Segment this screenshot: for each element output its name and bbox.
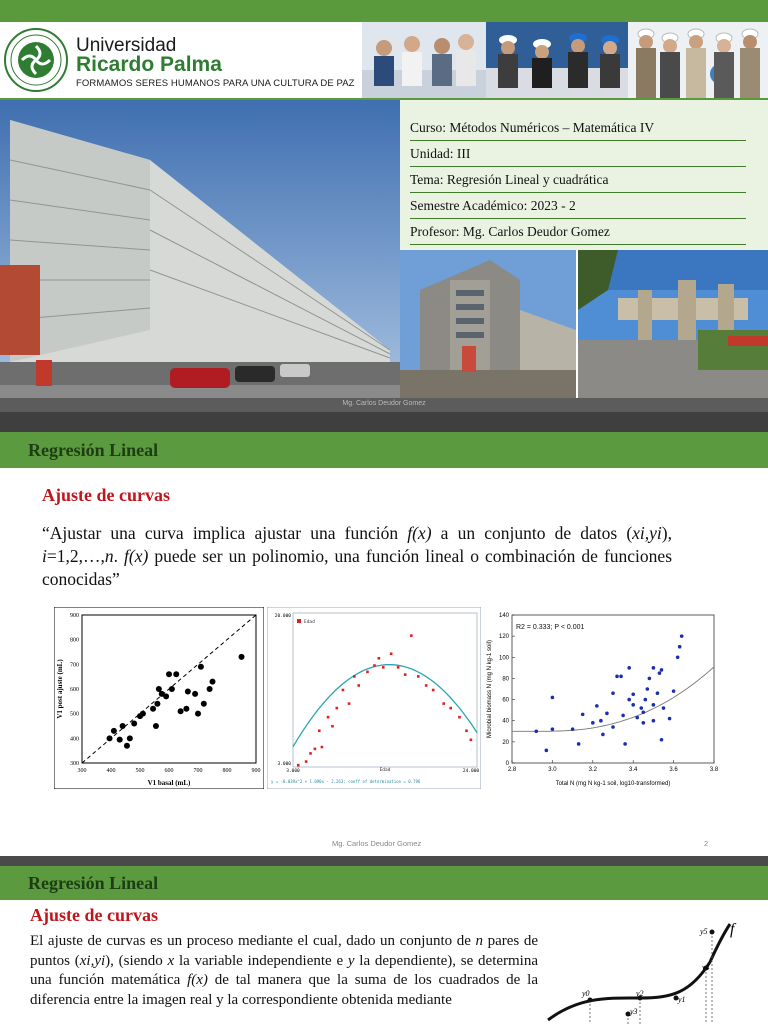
data-point (192, 691, 198, 697)
slide2-header (0, 432, 768, 468)
y-tick-label: 140 (498, 613, 509, 619)
university-seal-icon (4, 28, 68, 92)
data-point (646, 687, 650, 691)
data-point (239, 654, 245, 660)
data-point (680, 634, 684, 638)
scatter-chart-quadratic (267, 607, 481, 789)
data-point (648, 677, 652, 681)
point-label-y2: y2 (636, 989, 644, 998)
data-point (611, 725, 615, 729)
data-point (621, 714, 625, 718)
data-point (404, 673, 407, 676)
data-point (327, 716, 330, 719)
slide3-header (0, 866, 768, 900)
legend-marker (297, 619, 301, 623)
data-point (605, 712, 609, 716)
data-point (373, 664, 376, 667)
data-point (623, 742, 627, 746)
data-point (551, 727, 555, 731)
data-point (642, 721, 646, 725)
data-point (432, 689, 435, 692)
y-tick-label: 600 (70, 687, 79, 693)
data-point (210, 679, 216, 685)
y-tick-label: 3.000 (277, 762, 291, 767)
data-point (611, 691, 615, 695)
data-point (652, 666, 656, 670)
data-point (357, 684, 360, 687)
x-tick-label: 24.000 (462, 769, 480, 774)
slide3-subtitle: Ajuste de curvas (30, 905, 158, 925)
data-point (366, 671, 369, 674)
title-slide-top-bar (0, 0, 768, 22)
fit-equation: y = -0.039x^2 + 1.090x - 2.263; coeff of determination = 0.796 (271, 779, 421, 784)
y-tick-label: 60 (502, 697, 509, 704)
x-tick-label: 500 (135, 768, 145, 774)
y-tick-label: 40 (502, 718, 509, 725)
data-point (658, 671, 662, 675)
y-tick-label: 20 (502, 739, 509, 746)
students-photo (362, 22, 486, 98)
data-point (660, 738, 664, 742)
course-info-box (400, 100, 768, 250)
data-point (183, 706, 189, 712)
x-axis-label: V1 basal (mL) (147, 779, 191, 787)
data-point (652, 719, 656, 723)
data-point (644, 698, 648, 702)
data-point (150, 706, 156, 712)
y-tick-label: 80 (502, 676, 509, 683)
data-point (173, 671, 179, 677)
data-point (140, 711, 146, 717)
course-name: Curso: Métodos Numéricos – Matemática IV (410, 115, 746, 141)
data-point (668, 717, 672, 721)
data-point (309, 752, 312, 755)
data-point (342, 689, 345, 692)
university-building-photo (0, 100, 400, 398)
scatter-chart-volume (54, 607, 264, 789)
point-label-y1: y1 (678, 995, 686, 1004)
data-point (297, 764, 300, 767)
data-point (153, 723, 159, 729)
x-tick-label: 3.0 (548, 767, 557, 773)
data-point (631, 692, 635, 696)
data-point (652, 703, 656, 707)
data-point (305, 760, 308, 763)
data-point (660, 668, 664, 672)
data-point (117, 737, 123, 743)
x-axis-label: Edad (379, 768, 391, 773)
data-point (378, 657, 381, 660)
r-squared-annotation: R2 = 0.333; P < 0.001 (516, 624, 585, 631)
y-tick-label: 20.000 (274, 614, 291, 619)
curve-fitting-diagram (540, 910, 768, 1024)
data-point (577, 742, 581, 746)
x-tick-label: 300 (77, 768, 87, 774)
data-point (672, 689, 676, 693)
curve-label: f (730, 921, 735, 938)
point-label-y0: y0 (582, 989, 590, 998)
data-point (595, 704, 599, 708)
data-point (465, 729, 468, 732)
data-point (169, 686, 175, 692)
data-point (336, 707, 339, 710)
data-point (348, 702, 351, 705)
y-axis-label: Microbial biomass N (mg N kg-1 soil) (487, 639, 493, 739)
y-tick-label: 900 (70, 613, 79, 619)
data-point (571, 727, 575, 731)
point-label-y5: y5 (700, 927, 708, 936)
y-tick-label: 0 (505, 761, 509, 767)
data-point (321, 746, 324, 749)
x-tick-label: 3.000 (286, 769, 300, 774)
y-axis-label: V1 post ajuste (mL) (56, 659, 64, 719)
slide2-footer-author: Mg. Carlos Deudor Gomez (332, 839, 422, 848)
slide-separator (0, 412, 768, 432)
y-tick-label: 120 (498, 634, 509, 641)
curve-fitting-definition: El ajuste de curvas es un proceso mediante el cual, dado un conjunto de n pares de puntos (xi,yi), (siendo x la variable independiente e y la dependiente), se determina una función matemática f(x) de tal manera que la suma de los cuadrados de la diferencia entre la imagen real y la correspondiente obtenida mediante (30, 933, 539, 1008)
data-point (353, 675, 356, 678)
data-point (627, 698, 631, 702)
y-tick-label: 700 (70, 662, 79, 669)
professionals-photo (628, 22, 768, 98)
data-point (201, 701, 207, 707)
data-point (551, 696, 555, 700)
data-point (127, 735, 133, 741)
slide1-footer-author: Mg. Carlos Deudor Gomez (342, 400, 426, 407)
data-point (314, 748, 317, 751)
data-point (390, 652, 393, 655)
x-axis-label: Total N (mg N kg-1 soil, log10-transformed) (555, 781, 671, 787)
y-tick-label: 300 (70, 761, 79, 767)
data-point (458, 716, 461, 719)
x-tick-label: 400 (106, 768, 116, 774)
x-tick-label: 2.8 (507, 767, 517, 773)
data-point (120, 723, 126, 729)
course-topic: Tema: Regresión Lineal y cuadrática (410, 167, 746, 193)
data-point (642, 710, 646, 714)
data-point (107, 735, 113, 741)
data-point (631, 703, 635, 707)
x-tick-label: 700 (193, 768, 203, 774)
data-point (599, 719, 603, 723)
data-point (627, 666, 631, 670)
university-motto: FORMAMOS SERES HUMANOS PARA UNA CULTURA DE PAZ (76, 78, 355, 89)
engineers-photo (486, 22, 628, 98)
course-semester: Semestre Académico: 2023 - 2 (410, 193, 746, 219)
course-professor: Profesor: Mg. Carlos Deudor Gomez (410, 219, 746, 245)
legend-label: Edad (304, 620, 315, 625)
data-point (601, 733, 605, 737)
university-name-line2: Ricardo Palma (76, 53, 222, 76)
data-point (425, 684, 428, 687)
data-point (615, 675, 619, 679)
y-tick-label: 800 (70, 637, 79, 644)
data-point (131, 721, 137, 727)
campus-building-photo (400, 250, 576, 398)
fitted-curve (548, 924, 730, 1020)
data-point (442, 702, 445, 705)
data-point (331, 725, 334, 728)
data-point (545, 749, 549, 753)
data-point (662, 706, 666, 710)
x-tick-label: 800 (222, 768, 232, 774)
data-point (111, 728, 117, 734)
x-tick-label: 3.2 (588, 767, 597, 773)
data-point (417, 675, 420, 678)
data-point (207, 686, 213, 692)
point-label-y4: y4 (702, 963, 710, 972)
slide-separator-2 (0, 856, 768, 866)
data-point (656, 691, 660, 695)
data-point (185, 688, 191, 694)
data-point (449, 707, 452, 710)
data-point (382, 666, 385, 669)
data-point (154, 701, 160, 707)
x-tick-label: 3.4 (629, 767, 638, 773)
data-point (581, 713, 585, 717)
y-tick-label: 100 (498, 655, 509, 662)
data-point (678, 645, 682, 649)
data-point (410, 634, 413, 637)
x-tick-label: 3.6 (669, 767, 678, 773)
x-tick-label: 600 (164, 768, 174, 774)
slide2-title: Regresión Lineal (28, 440, 159, 460)
data-point (178, 708, 184, 714)
x-tick-label: 3.8 (709, 767, 719, 773)
data-point (166, 671, 172, 677)
point-label-y3: y3 (630, 1007, 638, 1016)
slide2-page-number: 2 (704, 839, 709, 848)
data-point (534, 729, 538, 733)
campus-gate-photo (578, 250, 768, 398)
data-point (198, 664, 204, 670)
course-unit: Unidad: III (410, 141, 746, 167)
data-point (619, 675, 623, 679)
data-point (318, 729, 321, 732)
curve-fitting-quote: “Ajustar una curva implica ajustar una función f(x) a un conjunto de datos (xi,yi), i=1,2,…,n. f(x) puede ser un polinomio, una función lineal o combinación de funciones conocidas” (42, 523, 673, 589)
x-tick-label: 900 (251, 768, 261, 774)
y-tick-label: 400 (70, 736, 79, 743)
data-point (163, 693, 169, 699)
y-tick-label: 500 (70, 711, 79, 718)
data-point (195, 711, 201, 717)
data-point (470, 739, 473, 742)
data-point (676, 655, 680, 659)
data-point (397, 666, 400, 669)
university-name-line1: Universidad (76, 35, 177, 56)
data-point (591, 721, 595, 725)
slide2-subtitle: Ajuste de curvas (42, 485, 170, 505)
data-point (124, 743, 130, 749)
data-point (635, 716, 639, 720)
scatter-chart-biomass (484, 607, 722, 789)
slide3-title: Regresión Lineal (28, 873, 159, 893)
data-point (639, 706, 643, 710)
